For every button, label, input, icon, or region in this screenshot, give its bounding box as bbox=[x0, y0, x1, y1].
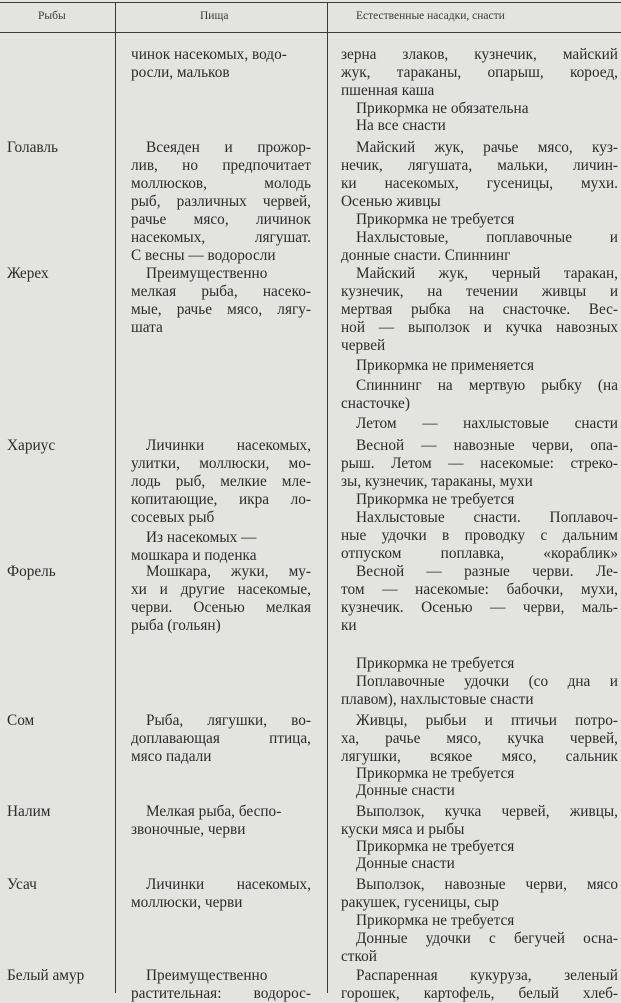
bait-line: рыш. Летом — насекомые: стреко- bbox=[341, 455, 618, 472]
bait-line: Прикормка не требуется bbox=[356, 655, 515, 672]
food-line: хи и другие насекомые, bbox=[131, 581, 311, 598]
bait-line: пшенная каша bbox=[341, 82, 435, 99]
food-line: звоночные, черви bbox=[131, 821, 246, 838]
bait-line: ной — выползок и кучка навозных bbox=[341, 319, 618, 336]
bait-line: кузнечик. Осенью — черви, маль- bbox=[341, 599, 618, 616]
bait-line: ракушек, гусеницы, сыр bbox=[341, 894, 499, 911]
bait-line: снасточке) bbox=[341, 395, 410, 412]
bait-line: отпуском поплавка, «кораблик» bbox=[341, 545, 618, 562]
food-line: Из насекомых — bbox=[146, 529, 257, 546]
header-bottom-rule bbox=[0, 32, 621, 33]
food-line: мясо падали bbox=[131, 748, 212, 765]
bait-line: плавом), нахлыстовые снасти bbox=[341, 691, 534, 708]
bait-line: червей bbox=[341, 337, 386, 354]
food-line: мые, рачье мясо, лягу- bbox=[131, 301, 311, 318]
food-line: рачье мясо, личинок bbox=[131, 211, 311, 228]
bait-line: ные удочки в проводку с дальним bbox=[341, 527, 618, 544]
bait-line: Весной — навозные черви, опа- bbox=[356, 437, 618, 454]
food-line: шата bbox=[131, 319, 163, 336]
bait-line: Весной — разные черви. Ле- bbox=[356, 563, 618, 580]
bait-line: Донные снасти bbox=[356, 782, 455, 799]
food-line: рыб, различных червей, bbox=[131, 193, 311, 210]
fish-name: Белый амур bbox=[7, 967, 85, 984]
fish-name: Сом bbox=[7, 712, 35, 729]
food-line: С весны — водоросли bbox=[131, 247, 276, 264]
bait-line: Нахлыстовые, поплавочные и bbox=[356, 229, 618, 246]
bait-line: Нахлыстовые снасти. Поплавоч- bbox=[356, 509, 618, 526]
bait-line: зы, кузнечик, тараканы, мухи bbox=[341, 473, 533, 490]
fish-name: Усач bbox=[7, 876, 37, 893]
food-line: Мошкара, жуки, му- bbox=[146, 563, 311, 580]
food-line: улитки, моллюски, мо- bbox=[131, 455, 311, 472]
header-bait: Естественные насадки, снасти bbox=[356, 10, 505, 22]
food-line: мошкара и поденка bbox=[131, 547, 257, 564]
bait-line: ки bbox=[341, 617, 357, 634]
table-top-rule bbox=[0, 2, 621, 3]
bait-line: сткой bbox=[341, 948, 377, 965]
bait-line: кузнечик, на течении живцы и bbox=[341, 283, 618, 300]
food-line: черви. Осенью мелкая bbox=[131, 599, 311, 616]
bait-line: том — насекомые: бабочки, мухи, bbox=[341, 581, 618, 598]
bait-line: горошек, картофель, белый хлеб- bbox=[341, 985, 618, 1002]
bait-line: Донные снасти bbox=[356, 855, 455, 872]
bait-line: Прикормка не обязательна bbox=[356, 100, 529, 117]
bait-line: Прикормка не требуется bbox=[356, 211, 515, 228]
header-fish: Рыбы bbox=[38, 10, 66, 22]
bait-line: Майский жук, рачье мясо, куз- bbox=[356, 139, 618, 156]
bait-line: лягушки, всякое мясо, сальник bbox=[341, 748, 618, 765]
fish-name: Жерех bbox=[7, 265, 49, 282]
food-line: Рыба, лягушки, во- bbox=[146, 712, 311, 729]
fish-name: Голавль bbox=[7, 139, 58, 156]
food-line: чинок насекомых, водо- bbox=[131, 46, 287, 63]
bait-line: Донные удочки с бегучей осна- bbox=[356, 930, 618, 947]
bait-line: ки насекомых, гусеницы, мухи. bbox=[341, 175, 618, 192]
bait-line: мертвая рыбка на снасточке. Вес- bbox=[341, 301, 618, 318]
food-line: Преимущественно bbox=[146, 967, 268, 984]
food-line: Всеяден и прожор- bbox=[146, 139, 311, 156]
bait-line: Живцы, рыбьи и птичьи потро- bbox=[356, 712, 618, 729]
food-line: моллюсков, молодь bbox=[131, 175, 311, 192]
food-line: растительная: водорос- bbox=[131, 985, 311, 1002]
fish-name: Хариус bbox=[7, 437, 56, 454]
food-line: Личинки насекомых, bbox=[146, 876, 311, 893]
bait-line: жук, тараканы, опарыш, короед, bbox=[341, 64, 618, 81]
bait-line: Поплавочные удочки (со дна и bbox=[356, 673, 618, 690]
column-divider-1 bbox=[115, 2, 116, 993]
bait-line: Выползок, кучка червей, живцы, bbox=[356, 803, 618, 820]
bait-line: Летом — нахлыстовые снасти bbox=[356, 415, 618, 432]
food-line: росли, мальков bbox=[131, 64, 230, 81]
food-line: лив, но предпочитает bbox=[131, 157, 311, 174]
food-line: сосевых рыб bbox=[131, 509, 215, 526]
food-line: Личинки насекомых, bbox=[146, 437, 311, 454]
bait-line: Прикормка не требуется bbox=[356, 765, 515, 782]
bait-line: Майский жук, черный таракан, bbox=[356, 265, 618, 282]
bait-line: зерна злаков, кузнечик, майский bbox=[341, 46, 618, 63]
food-line: копитающие, икра ло- bbox=[131, 491, 311, 508]
bait-line: Прикормка не требуется bbox=[356, 838, 515, 855]
food-line: насекомых, лягушат. bbox=[131, 229, 311, 246]
food-line: Преимущественно bbox=[146, 265, 268, 282]
bait-line: Прикормка не применяется bbox=[356, 357, 535, 374]
food-line: Мелкая рыба, беспо- bbox=[146, 803, 282, 820]
bait-line: донные снасти. Спиннинг bbox=[341, 247, 511, 264]
bait-line: На все снасти bbox=[356, 117, 446, 134]
food-line: доплавающая птица, bbox=[131, 730, 311, 747]
bait-line: Осенью живцы bbox=[341, 193, 441, 210]
food-line: моллюски, черви bbox=[131, 894, 243, 911]
food-line: мелкая рыба, насеко- bbox=[131, 283, 311, 300]
bait-line: куски мяса и рыбы bbox=[341, 821, 465, 838]
food-line: лодь рыб, мелкие мле- bbox=[131, 473, 311, 490]
food-line: рыба (гольян) bbox=[131, 617, 221, 634]
bait-line: Прикормка не требуется bbox=[356, 912, 515, 929]
bait-line: Выползок, навозные черви, мясо bbox=[356, 876, 618, 893]
bait-line: ха, рачье мясо, кучка червей, bbox=[341, 730, 618, 747]
header-food: Пища bbox=[200, 10, 229, 22]
bait-line: нечик, лягушата, мальки, личин- bbox=[341, 157, 618, 174]
bait-line: Распаренная кукуруза, зеленый bbox=[356, 967, 618, 984]
fish-name: Форель bbox=[7, 563, 56, 580]
bait-line: Прикормка не требуется bbox=[356, 491, 515, 508]
column-divider-2 bbox=[327, 2, 328, 993]
fish-name: Налим bbox=[7, 803, 51, 820]
bait-line: Спиннинг на мертвую рыбку (на bbox=[356, 377, 618, 394]
